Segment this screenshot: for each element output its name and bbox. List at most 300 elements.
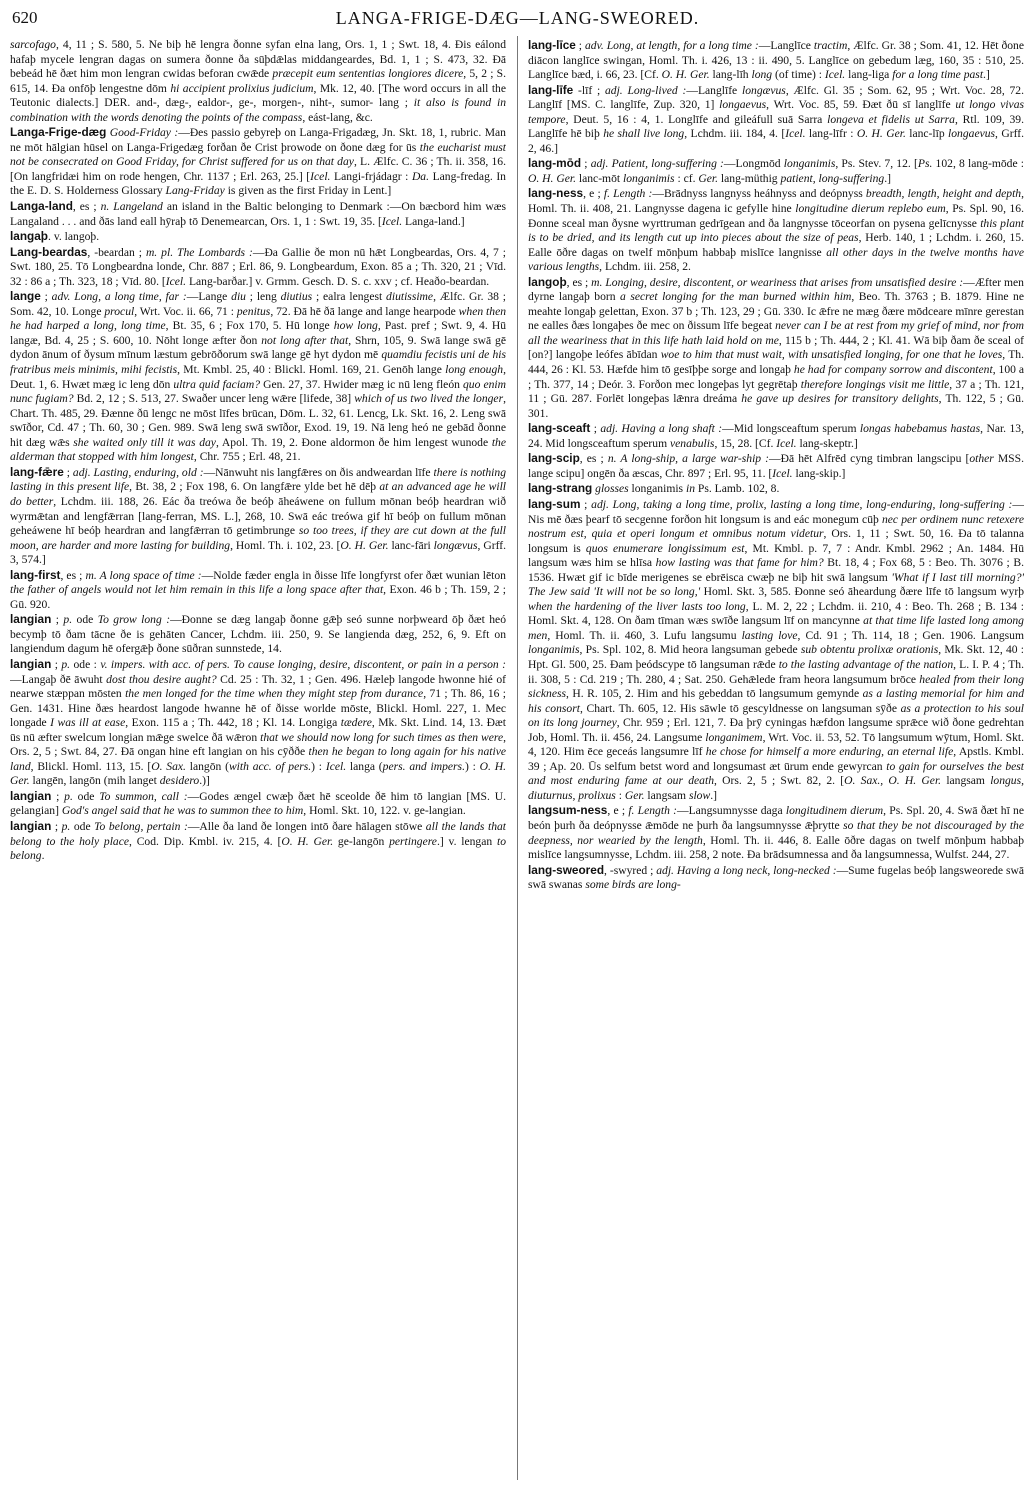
dictionary-entry	[528, 481, 1024, 497]
entry-text: langēn, langōn (mih langet	[29, 774, 160, 788]
entry-text: —Langlīfe	[686, 83, 742, 97]
headword: langian	[10, 612, 52, 627]
entry-text: Lang-barðar.] v. Grmm. Gesch. D. S. c. xxv ; cf. Heaðo-beardan.	[186, 274, 490, 288]
entry-text: —Ða Gallie ðe mon nū hǣt Longbeardas, Ors. 4, 7 ; Swt. 180, 25. Tō Longbeardna londe, Chr. 887 ; Erl. 86, 9. Longbeardum, Exon. 85 a ; Th. 320, 21 ; Vīd. 32 : 86 a ; Th. 323, 18 ; Vīd. 80. [	[10, 245, 506, 288]
entry-text: ge-langōn	[333, 834, 390, 848]
entry-text: , Lchdm. iii. 258, 2.	[599, 260, 691, 274]
italic-text: hi accipient prolixius judicium	[170, 81, 314, 95]
italic-text: Icel.	[785, 127, 806, 141]
italic-text: quo enim nunc fugiam?	[10, 377, 506, 406]
running-title: LANGA-FRIGE-DÆG—LANG-SWEORED.	[335, 8, 700, 28]
entry-text: , Homl. Th. ii. 408, 21. Langnysse dagena ic gefylle hine	[528, 187, 1024, 216]
entry-text: Cd. 25 : Th. 32, 1 ; Gen. 496. Hæleþ langode hwonne hié of nearwe stæppan mōsten	[10, 672, 506, 701]
entry-text: , 71 ; Th. 86, 16 ; Gen. 1431. Hine ðæs heardost langode hwanne hē of ðisse worlde mōste, Blickl. Homl. 227, 1. Mec longade	[10, 687, 506, 730]
italic-text: adj. Lasting, enduring, old :	[72, 465, 204, 479]
entry-text: (of time) :	[772, 68, 825, 82]
italic-text: longanimis	[623, 171, 675, 185]
entry-text: :	[615, 788, 625, 802]
entry-text: , e ;	[583, 187, 604, 201]
italic-text: pertingere	[389, 834, 437, 848]
entry-text: —Brādnyss langnyss heáhnyss and deópnyss	[652, 187, 866, 201]
italic-text: sarcofago	[10, 38, 56, 51]
entry-text: Lang-fredag. In the E. D. S. Holderness Glossary	[10, 169, 506, 198]
italic-text: adv. Long, at length, for a long time :	[584, 39, 759, 52]
italic-text: when then he had harped a long, long time	[10, 304, 506, 333]
entry-text: —Longmōd	[723, 157, 784, 171]
italic-text: to gain for ourselves the best and most enduring fame at our death	[528, 759, 1024, 788]
italic-text: for a long time past	[892, 68, 984, 82]
entry-text: ; ealra lengest	[312, 290, 387, 304]
italic-text: ut longo vivas tempore	[528, 98, 1024, 126]
dictionary-entry	[528, 421, 1024, 451]
entry-text: , -swyred ;	[604, 863, 657, 877]
entry-text: —Æfter men dyrne langaþ born	[528, 275, 1024, 304]
italic-text: to belong	[10, 834, 506, 863]
italic-text: healed from their long sickness	[528, 672, 1024, 701]
italic-text: the father of angels would not let him remain in this life a long space after that	[10, 583, 384, 597]
italic-text: sub obtentu prolixæ orationis	[800, 643, 939, 657]
italic-text: longitudinem dierum	[785, 804, 884, 818]
headword: langoþ	[528, 274, 567, 289]
headword: lang-first	[10, 567, 61, 582]
dictionary-entry	[528, 156, 1024, 186]
italic-text: at that time life lasted long among men	[528, 614, 1024, 642]
italic-text: all the lands that belong to the holy place	[10, 819, 506, 848]
entry-text: , 100 a ; Th. 377, 14 ; Deór. 3. Forðon mec longeþas lyt gegrētaþ	[528, 363, 1024, 391]
entry-text: , H. R. 105, 2. Him and his gebeddan tō langsumum gemynde	[566, 687, 863, 701]
italic-text: f. Length :	[628, 804, 677, 818]
entry-text: , Chart. Th. 605, 12. His sāwle tō gescyldnesse on langsuman sȳðe	[579, 701, 901, 715]
italic-text: adj. Long, taking a long time, prolix, lasting a long time, long-enduring, long-suffering :	[591, 497, 1013, 511]
dictionary-entry	[528, 497, 1024, 803]
entry-text: , Grff. 2, 46.]	[528, 127, 1024, 155]
dictionary-entry	[528, 803, 1024, 862]
italic-text: glosses	[595, 482, 629, 496]
entry-text: , Wrt. Voc. ii. 53, 52. Tō langsumum wȳtum, Homl. Skt. 4, 120. Him ēce geceás langsumre līf	[528, 730, 1024, 759]
italic-text: quamdiu fecistis uni de his fratribus meis minimis, mihi fecistis	[10, 348, 506, 377]
italic-text: diutissime	[386, 290, 434, 304]
italic-text: lasting love	[741, 628, 798, 642]
italic-text: nec per ordinem nunc retexere nostrum est, quia et operi longum et omnibus notum videtur	[528, 512, 1024, 541]
entry-text: , Exon. 46 b ; Th. 159, 2 ; Gū. 920.	[10, 583, 506, 611]
entry-text: Homl. Skt. 3, 585. Ðonne seó āheardung ðære līfe tō langsum wyrþ	[700, 585, 1024, 599]
italic-text: adj. Having a long shaft :	[600, 422, 723, 436]
italic-text: Ger.	[698, 171, 719, 185]
italic-text: she waited only till it was day	[73, 435, 216, 449]
italic-text: v. impers. with acc. of pers. To cause longing, desire, discontent, or pain in a person :	[100, 657, 506, 671]
italic-text: pers. and impers.	[382, 759, 465, 773]
italic-text: præcepit eum sententias longiores dicere	[272, 67, 464, 81]
dictionary-entry	[528, 186, 1024, 274]
entry-text: langsam	[644, 788, 689, 802]
entry-text: , Past. pref ; Swt. 9, 4. Hū langæ, Bd. 4, 25 ; S. 600, 10. Nōht longe æfter ðon	[10, 319, 506, 347]
italic-text: which of us two lived the longer	[354, 392, 504, 406]
entry-text: langa (	[346, 759, 383, 773]
headword: lang-scip	[528, 451, 580, 466]
entry-text: , Bt. 35, 6 ; Fox 170, 5. Hū longe	[165, 319, 334, 333]
italic-text: O. H. Ger.	[340, 538, 389, 552]
dictionary-entry	[528, 451, 1024, 481]
entry-text: .] v. lengan	[436, 834, 497, 848]
italic-text: O. Sax.	[151, 759, 186, 773]
italic-text: how long	[333, 319, 378, 333]
entry-text: ;	[51, 819, 62, 833]
entry-text: , Nar. 13, 24. Mid longsceaftum sperum	[528, 422, 1024, 450]
entry-text: , Exon. 115 a ; Th. 442, 18 ; Kl. 14. Longiga	[125, 716, 341, 730]
italic-text: adj. Patient, long-suffering :	[590, 157, 724, 171]
entry-text: ;	[63, 465, 73, 479]
entry-text: , Cd. 91 ; Th. 114, 18 ; Gen. 1906. Langsum	[797, 628, 1024, 642]
italic-text: O. H. Ger.	[528, 171, 576, 185]
italic-text: dost thou desire aught?	[106, 672, 217, 686]
italic-text: n. Langeland	[100, 200, 163, 214]
italic-text: with acc. of pers.	[228, 759, 312, 773]
italic-text: O. H. Ger.	[661, 68, 710, 82]
italic-text: Icel.	[310, 169, 331, 183]
entry-text: lang-liga	[845, 68, 893, 82]
entry-text: —Nolde fæder engla in ðisse līfe longfyrst ofer ðæt wunian lēton	[201, 568, 506, 582]
dictionary-entry	[10, 38, 506, 125]
entry-text: ; leng	[245, 290, 281, 304]
entry-text: ;	[580, 497, 592, 511]
entry-text: , Mk. 12, 40. [The word occurs in all the Teutonic dialects.] DER. and-, dæg-, ealdor-, ge-, morgen-, niht-, sumor- lang ;	[10, 81, 506, 110]
italic-text: so too trees, if they are cut down at the full moon, are harder and more lasting for building	[10, 524, 506, 552]
entry-text: ode	[70, 819, 95, 833]
italic-text: longus, diuturnus, prolixus	[528, 774, 1024, 802]
italic-text: diu	[231, 290, 246, 304]
entry-text: , Ælfc. Gl. 35 ; Som. 62, 95 ; Wrt. Voc. 28, 72. Langlīf [MS. C. langlīfe, Zup. 320, 1]	[528, 83, 1024, 112]
italic-text: so that they be not discouraged by the deepness, nor wearied by the length	[528, 818, 1024, 847]
italic-text: then he began to long again for his native land	[10, 745, 506, 773]
italic-text: longanimem	[705, 730, 763, 744]
italic-text: Icel.	[776, 436, 797, 450]
entry-text: —Mid longsceaftum sperum	[722, 422, 860, 436]
italic-text: adj. Long-lived :	[604, 83, 687, 97]
entry-text: .]	[884, 171, 891, 185]
italic-text: a secret longing for the man burned within him	[620, 290, 852, 304]
headword: lang-sweored	[528, 862, 605, 877]
entry-text: MSS. lange scipu] ongēn ða æscas, Chr. 897 ; Erl. 95, 11. [	[528, 452, 1024, 480]
entry-text: ;	[51, 789, 65, 803]
italic-text: I was ill at ease	[50, 716, 126, 730]
entry-text: langōn (	[185, 759, 229, 773]
italic-text: patient, long-suffering	[780, 171, 885, 185]
entry-text: —Godes ængel cwæþ ðæt hē sceolde ðē him tō langian [MS. U. gelangian]	[10, 789, 506, 818]
entry-text: , Homl. Th. i. 102, 23. [	[230, 538, 341, 552]
italic-text: Ps.	[917, 157, 933, 171]
italic-text: longanimis	[783, 157, 836, 171]
italic-text: p.	[61, 657, 71, 671]
entry-text: , Lchdm. iii. 184, 4. [	[684, 127, 786, 141]
headword: langian	[10, 788, 52, 803]
headword: lang-līfe	[528, 82, 574, 97]
entry-text: lang-skeptr.]	[796, 436, 858, 450]
headword: langian	[10, 818, 52, 833]
entry-text: , es ;	[60, 568, 86, 582]
italic-text: 'What if I last till morning?' The Jew said 'It will not be so long,'	[528, 570, 1024, 599]
entry-text: lang-skip.]	[792, 466, 846, 480]
entry-text: , 15, 28. [Cf.	[714, 436, 777, 450]
italic-text: adj. Having a long neck, long-necked :	[656, 863, 837, 877]
italic-text: longas habebamus hastas	[859, 422, 981, 436]
italic-text: longævus	[742, 83, 786, 97]
entry-text: lanc-mōt	[575, 171, 623, 185]
entry-text: Gen. 27, 37. Hwider mæg ic nū leng fleón	[260, 377, 463, 391]
entry-text: —Ðes passio gebyreþ on Langa-Frigadæg, Jn. Skt. 18, 1, rubric. Man ne mōt hālgian hūsel on Langa-Frigedæg forðan ðe Crist þrowode on ðone dæg for ūs	[10, 126, 506, 154]
entry-text: , Chr. 755 ; Erl. 48, 21.	[193, 450, 301, 464]
entry-text: ;	[581, 157, 591, 171]
entry-text: langsam	[941, 774, 991, 788]
italic-text: longanimis	[528, 643, 580, 657]
entry-text: , Mk. Skt. 12, 40 : Hpt. Gl. 500, 25. Ðam þeódscype tō langsuman rǣde	[528, 643, 1024, 671]
headword: lang-ness	[528, 186, 584, 201]
italic-text: m. pl. The Lombards :	[145, 245, 253, 259]
dictionary-entry	[10, 789, 506, 819]
entry-text: , es ;	[566, 275, 592, 289]
dictionary-entry	[528, 38, 1024, 83]
entry-text: Bt. 18, 4 ; Fox 68, 5 : Beo. Th. 3076 ; B. 1536. Hwæt gif ic bīde merigenes se ebrēisca cwæþ ne biþ hit swā langsum	[528, 556, 1024, 584]
column-divider	[517, 36, 518, 1480]
right-column	[528, 38, 1024, 1486]
headword: Lang-beardas	[10, 244, 88, 259]
entry-text: ode	[72, 789, 100, 803]
entry-text: , es ;	[72, 200, 101, 214]
entry-text: , Wrt. Voc. ii. 66, 71 :	[134, 304, 237, 318]
italic-text: it also is found in combination with the words denoting the points of the compass	[10, 96, 506, 124]
entry-text: lanc-fāri	[388, 538, 434, 552]
italic-text: Good-Friday :	[109, 126, 179, 140]
entry-text: , 115 b ; Th. 444, 2 ; Kl. 41. Wā biþ ðam ðe sceal of [on?] langoþe leófes ābīdan	[528, 333, 1024, 362]
italic-text: he chose for himself a more enduring, an eternal life	[705, 745, 954, 759]
entry-text: ;	[40, 290, 52, 304]
entry-text: , 5, 2 ; S. 615, 14. Ða onfōþ lengestne dōm	[10, 67, 506, 95]
italic-text: procul	[104, 304, 135, 318]
entry-text: —Ðā hēt Alfrēd cyng timbran langscipu [	[769, 452, 970, 466]
headword: lang-sum	[528, 496, 581, 511]
headword: lang-fǣre	[10, 464, 64, 479]
entry-text: , 37 a ; Th. 121, 11 ; Gū. 287. Forlēt longeþas lǣnra dreáma	[528, 377, 1024, 406]
italic-text: longaevus	[948, 127, 996, 141]
dictionary-entry	[10, 819, 506, 864]
italic-text: the men longed for the time when they might step from durance	[125, 687, 424, 701]
entry-text: an island in the Baltic belonging to Denmark :—On bæcbord him wæs Langaland . . . and ðās land eall hȳraþ tō Denemearcan, Ors. 1, 1 : Swt. 19, 35. [	[10, 200, 506, 228]
entry-text: , Deut. 1, 6. Hwæt mæg ic leng dōn	[10, 363, 506, 391]
italic-text: quos enumerare longissimum est	[585, 541, 745, 555]
headword: Langa-Frige-dæg	[10, 125, 107, 140]
italic-text: God's angel said that he was to summon thee to him	[61, 804, 304, 818]
dictionary-entry	[10, 568, 506, 613]
entry-text: , Bt. 38, 2 ; Fox 198, 6. On langfǣre ylde bet hē dēþ	[129, 480, 380, 494]
entry-text: —Langsumnysse daga	[676, 804, 786, 818]
entry-text: . v. langoþ.	[48, 230, 100, 244]
italic-text: longævus	[433, 538, 478, 552]
entry-text: , eást-lang, &c.	[302, 110, 373, 124]
italic-text: other	[969, 452, 994, 466]
entry-text: , Ors. 1, 11 ; Swt. 50, 16. Ða tō talanna longsum is	[528, 527, 1024, 555]
entry-text: Ps. Lamb. 102, 8.	[695, 482, 780, 496]
entry-text: , Ps. Spl. 20, 4. Swā ðæt hī ne beón þurh ða deópnysse ǣmōde ne þurh ða langsumnysse ǣþrytte	[528, 804, 1024, 832]
italic-text: O. H. Ger.	[10, 759, 506, 788]
headword: langsum-ness	[528, 803, 608, 818]
italic-text: never can I be at rest from my grief of mind, nor from all the weariness that in this life hath laid hold on me	[528, 319, 1024, 347]
italic-text: when the hardening of the liver lasts too long	[528, 599, 746, 613]
italic-text: he had for company sorrow and discontent	[793, 363, 993, 377]
italic-text: that we should now long for such times as then were	[260, 730, 504, 744]
italic-text: m. A long space of time :	[85, 568, 202, 582]
italic-text: To belong, pertain :	[94, 819, 188, 833]
entry-text: , e ;	[607, 804, 629, 818]
italic-text: m. Longing, desire, discontent, or weariness that arises from unsatisfied desire :	[591, 275, 964, 289]
italic-text: Icel.	[381, 214, 403, 228]
entry-text: ) :	[311, 759, 326, 773]
entry-text: Bd. 2, 12 ; S. 513, 27. Swaðer uncer leng wǣre [lifede, 38]	[73, 392, 355, 406]
entry-text: , Ælfc. Gr. 38 ; Som. 41, 12. Hēt ðone diācon langlīce swingan, Homl. Th. i. 426, 13 : ii. 490, 5. Langlīce on gebedum læg, 160, 35 : 510, 25. Langlīce bæd, i. 66, 23. [Cf.	[528, 39, 1024, 82]
entry-text: lanc-līp	[905, 127, 949, 141]
italic-text: at an advanced age he will do better	[10, 480, 506, 508]
entry-text: , Ors. 2, 5 ; Swt. 84, 27. Ðā ongan hine eft langian on his cȳððe	[10, 730, 506, 759]
italic-text: diutius	[280, 290, 313, 304]
italic-text: how lasting was that fame for him?	[655, 556, 824, 570]
entry-text: , Lchdm. iii. 188, 26. Eác ða treówa ðe beóþ āheáwene on fullum mōnan beóþ heardran wið wyrmǣtan and lengfǣrran [lang-ferran, MS. L.], 268, 10. Swā eác treówa gif hī beóþ on fullum mōnan geheáwene hī beóþ heardran and langfǣrran tō getimbrunge	[10, 494, 506, 538]
entry-text: , Mt. Kmbl. p. 7, 7 : Andr. Kmbl. 2962 ; An. 1484. Hū langsum wæs him se hlīsa	[528, 541, 1024, 570]
entry-text: —Langaþ ðē āwuht	[10, 672, 107, 686]
italic-text: ultra quid faciam?	[173, 377, 261, 391]
entry-text: , Ps. Stev. 7, 12. [	[835, 157, 918, 171]
entry-text: , Blickl. Homl. 113, 15. [	[30, 759, 152, 773]
entry-text: , 4, 11 ; S. 580, 5. Ne biþ hē lengra ðonne syfan elna lang, Ors. 1, 1 ; Swt. 18, 4. Ðis eálond hafaþ mycele lengran dagas on sumera ðonne ða sūþdǣlas middangeardes, Bd. 1, 1 ; S. 473, 32. Ðā bebeád hē ðæt him mon lengran cwidas beforan cwǣde	[10, 38, 506, 81]
headword: lang-strang	[528, 481, 593, 496]
italic-text: not long after that	[261, 333, 349, 347]
entry-text: , Homl. Th. ii. 446, 8. Ealle ōðre dagas on twelf mōnþum habbaþ mislīce langsumnysse, Lchdm. iii. 258, 2 note. Ða brādsumnessa and ða langsumnessa, Wulfst. 244, 27.	[528, 833, 1024, 862]
entry-text: —Langlīce	[758, 39, 814, 52]
entry-text: lang-müthig	[718, 171, 781, 185]
entry-text: —Nānwuht nis langfǣres on ðis andweardan līfe	[203, 465, 434, 479]
italic-text: he gave up desires for transitory delights	[741, 392, 939, 406]
italic-text: longitudine dierum replebo eum	[795, 202, 946, 216]
entry-text: , Grff. 3, 574.]	[10, 538, 506, 567]
entry-text: —Ðonne se dæg langaþ ðonne gǣþ seó sunne norþweard ōþ ðæt heó becymþ tō ðam tācne ðe is gehāten Cancer, Lchdm. iii. 250, 9. Se langienda dæg, 252, 6, 9. Eft on langiendum dagum hē ofergǣþ ðone sūðran sunnstede, 14.	[10, 613, 506, 656]
entry-text: ) :	[464, 759, 480, 773]
entry-text: , L. M. 2, 22 ; Lchdm. ii. 210, 4 : Beo. Th. 268 ; B. 134 : Homl. Skt. 4, 128. On ðam tīman wæs swīðe langsum līf on mancynne	[528, 599, 1024, 628]
italic-text: venabulis	[670, 436, 715, 450]
italic-text: p.	[64, 789, 73, 803]
italic-text: Da.	[411, 169, 430, 183]
dictionary-entry	[528, 275, 1024, 421]
dictionary-entry	[10, 657, 506, 789]
entry-text: Langi-frjádagr :	[330, 169, 412, 183]
entry-text: , Homl. Th. ii. 460, 3. Lufu langsumu	[547, 628, 742, 642]
headword: langaþ	[10, 229, 49, 244]
entry-text: , Ps. Spl. 90, 16. Ðonne sceal man ðysne wyrttruman gedrīgean and ða langnysse tōceorfan on pysena gelīcnysse	[528, 202, 1024, 230]
italic-text: p.	[61, 819, 71, 833]
entry-text: , Mt. Kmbl. 25, 40 : Blickl. Homl. 169, 21. Genōh lange	[177, 363, 446, 377]
dictionary-entry	[10, 289, 506, 465]
italic-text: Ger.	[624, 788, 645, 802]
entry-text: , L. I. P. 4 ; Th. ii. 308, 5 : Cd. 219 ; Th. 280, 4 ; Sat. 250. Gehǣlede fram heora langsumum brōce	[528, 657, 1024, 686]
entry-text: , Herb. 140, 1 ; Lchdm. i. 260, 15. Ealle ōðre dagas on twelf mōnþum habbaþ mislīce langnisse	[528, 231, 1024, 259]
italic-text: f. Length :	[603, 187, 653, 201]
italic-text: n. A long-ship, a large war-ship :	[607, 452, 770, 466]
headword: lang-līce	[528, 38, 576, 52]
entry-text: , Chr. 959 ; Erl. 121, 7. Ða þrȳ cyningas hæfdon langsume sprǣce wið ðone gedrehtan Job, Homl. Th. ii. 456, 24. Langsume	[528, 716, 1024, 744]
entry-text: , 72. Ðā hē ðā lange and lange hearpode	[270, 304, 459, 318]
entry-text: —Alle ða land ðe longen intō ðare hālagen stōwe	[187, 819, 426, 833]
entry-text: 102, 8 lang-mōde :	[932, 157, 1024, 171]
entry-text: , Ps. Spl. 102, 8. Mid heora langsuman gebede	[579, 643, 801, 657]
page-number: 620	[12, 8, 38, 27]
entry-text: , Homl. Skt. 10, 122. v. ge-langian.	[303, 804, 466, 818]
dictionary-entry	[10, 465, 506, 568]
page-header	[10, 6, 1025, 32]
entry-text: ;	[575, 39, 585, 52]
italic-text: tractim	[813, 39, 848, 52]
headword: lange	[10, 289, 41, 304]
entry-text: , Mk. Skt. Lind. 14, 13. Ðæt ūs nū æfter swelcum longian mǣge swelce ðā wǣron	[10, 716, 506, 744]
entry-text: , es ;	[579, 452, 608, 466]
italic-text: he shall live long	[603, 127, 685, 141]
entry-text: Langa-land.]	[402, 214, 465, 228]
entry-text: , Shrn, 105, 9. Swā lange swā gē dydon ānum of ðysum mīnum læstum gebrōðorum swā lange gē hyt dydon mē	[10, 333, 506, 362]
italic-text: slow	[688, 788, 711, 802]
entry-text: .)]	[199, 774, 210, 788]
italic-text: long enough	[445, 363, 504, 377]
entry-text: , Rtl. 109, 39. Langlīfe hē biþ	[528, 112, 1024, 141]
italic-text: adv. Long, a long time, far :	[51, 290, 187, 304]
italic-text: as a lasting memorial for him and his consort	[528, 687, 1024, 715]
dictionary-entry	[528, 863, 1024, 893]
italic-text: the eucharist must not be consecrated on Good Friday, for Christ suffered for us on that day	[10, 140, 506, 169]
entry-text: —Sume fugelas beóþ langsweorede swā swā swanas	[528, 863, 1024, 892]
italic-text: To grow long :	[97, 613, 171, 627]
italic-text: there is nothing lasting in this present life	[10, 465, 506, 494]
italic-text: the alderman that stopped with him longest	[10, 435, 506, 464]
dictionary-entry	[10, 245, 506, 290]
entry-text: lang-līfr :	[805, 127, 857, 141]
italic-text: Icel.	[772, 466, 793, 480]
entry-text: —Lange	[186, 290, 232, 304]
italic-text: all other days in the twelve months have various lengths	[528, 245, 1024, 274]
entry-text: ode :	[70, 657, 101, 671]
entry-text: .]	[983, 68, 990, 82]
entry-text: , Deut. 5, 16 : 4, 1. Longlīfe and gileáfull suā Sarra	[565, 112, 828, 126]
dictionary-entry	[10, 199, 506, 229]
entry-text: .]	[710, 788, 717, 802]
entry-text: , Apstls. Kmbl. 39 ; Ap. 20. Ūs selfum betst word and longsumast æt ūrum ende gewyrcan	[528, 745, 1024, 773]
headword: lang-sceaft	[528, 421, 591, 436]
italic-text: Icel.	[165, 274, 187, 288]
entry-text: lang-līh	[709, 68, 752, 82]
italic-text: longeva et fidelis ut Sarra	[827, 112, 955, 126]
entry-text: ;	[51, 613, 64, 627]
headword: lang-mōd	[528, 156, 582, 171]
italic-text: O. Sax., O. H. Ger.	[844, 774, 942, 788]
entry-text: —Nis mē ðæs þearf tō secgenne forðon hit longsum is and eác monegum cūþ	[528, 497, 1024, 526]
entry-text: : cf.	[674, 171, 699, 185]
entry-text: .	[41, 849, 45, 863]
italic-text: O. H. Ger.	[281, 834, 334, 848]
dictionary-entry	[10, 125, 506, 199]
entry-text: , Chart. Th. 485, 29. Ðænne ðū lengc ne mōst līfes brūcan, Dōm. L. 32, 61. Lencg, Lk. Skt. 16, 2. Leng swā swīðor, Cd. 47 ; Th. 60, 30 ; Gen. 989. Swā leng swā swīðor, Exod. 19, 19. Nā leng heó ne gebād ðonne hit dæg wǣs	[10, 392, 506, 449]
italic-text: tædere	[340, 716, 372, 730]
entry-text: , Th. 122, 5 ; Gū. 301.	[528, 392, 1024, 420]
entry-text: , Ælfc. Gr. 38 ; Som. 42, 10. Longe	[10, 290, 506, 318]
dictionary-entry	[10, 229, 506, 245]
entry-text: longanimis	[628, 482, 686, 496]
italic-text: Lang-Friday	[165, 184, 225, 198]
entry-text: , Th. 444, 26 : Kl. 53. Hæfde him tō gesīþþe sorge and longaþ	[528, 348, 1024, 377]
entry-text: , -beardan ;	[87, 245, 146, 259]
entry-text: ;	[51, 657, 62, 671]
